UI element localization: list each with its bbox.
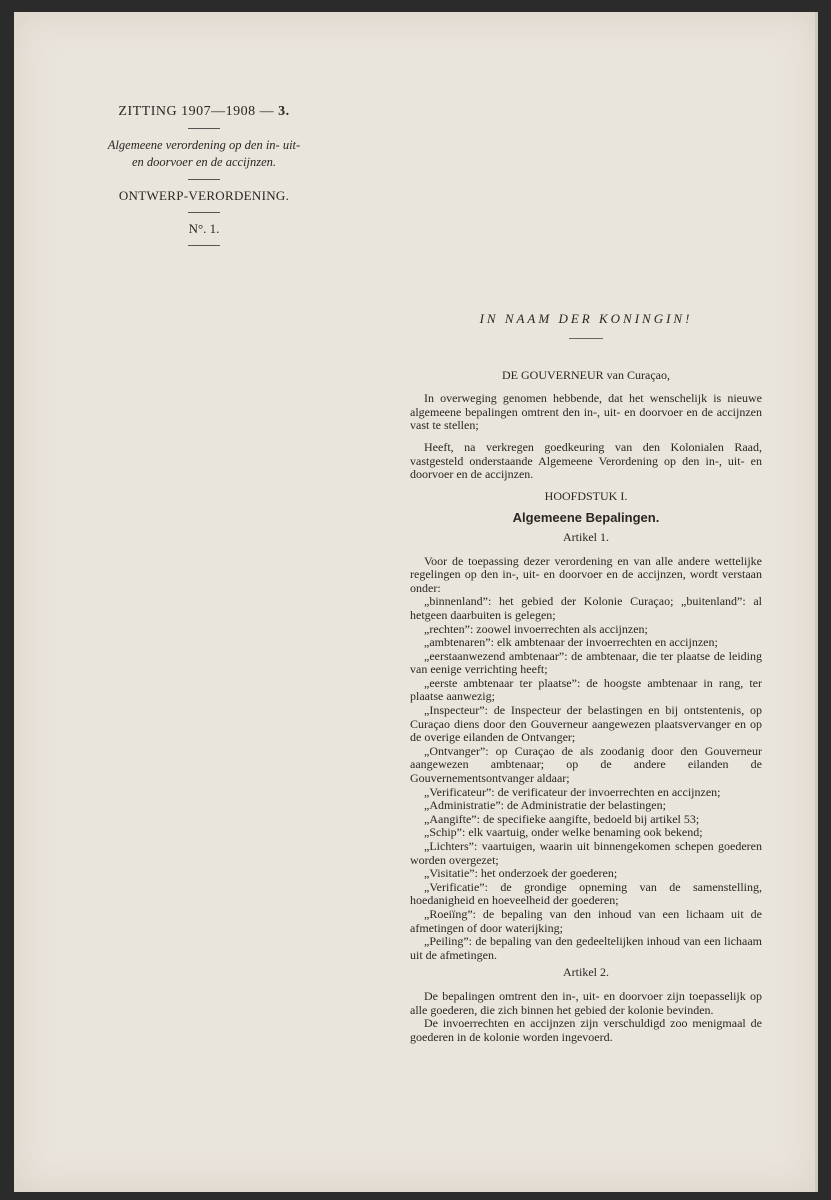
definition-item: „Verificateur”: de verificateur der invoerrechten en accijnzen; <box>424 784 721 799</box>
definition-item: „Aangifte”: de specifieke aangifte, bedoeld bij artikel 53; <box>424 811 700 826</box>
session-header <box>94 104 314 254</box>
session-line <box>94 104 314 120</box>
definition-item: „Inspecteur”: de Inspecteur der belastingen en bij ontstentenis, op Curaçao diens door den Gouverneur aangewezen plaatsvervanger en op de overige eilanden de Ontvanger; <box>410 703 762 745</box>
definition-item: „Verificatie”: de grondige opneming van de samenstelling, hoedanigheid en hoeveelheid der goederen; <box>410 879 762 908</box>
article-2-paragraph-2: De invoerrechten en accijnzen zijn verschuldigd zoo menigmaal de goederen in de kolonie worden ingevoerd. <box>410 1016 762 1044</box>
document-number: N°. 1. <box>188 221 220 236</box>
definition-item: „Peiling”: de bepaling van den gedeeltelijken inhoud van een lichaam uit de afmetingen. <box>410 934 762 962</box>
preamble-paragraph: In overweging genomen hebbende, dat het wenschelijk is nieuwe algemeene bepalingen omtrent den in-, uit- en doorvoer en de accijnzen vast te stellen; <box>410 391 762 433</box>
definition-item: „eerste ambtenaar ter plaatse”: de hoogste ambtenaar in rang, ter plaatse aanwezig; <box>410 675 762 704</box>
article-1-intro: Voor de toepassing dezer verordening en van alle andere wettelijke regelingen op den in-, uit- en doorvoer en de accijnzen, wordt verstaan onder: <box>410 553 762 595</box>
draft-label: ONTWERP-VERORDENING. <box>118 188 290 203</box>
divider <box>188 128 220 129</box>
session-number: 3. <box>278 104 290 119</box>
article-1-title: Artikel 1. <box>563 529 609 544</box>
page-edge <box>815 12 818 1192</box>
invocation: IN NAAM DER KONINGIN! <box>479 311 693 326</box>
subject-line-1: Algemeene verordening op den in- uit- <box>107 138 301 152</box>
definition-item: „binnenland”: het gebied der Kolonie Curaçao; „buitenland”: al hetgeen daarbuiten is gelegen; <box>410 594 762 622</box>
divider <box>569 338 603 339</box>
document-page <box>14 12 818 1192</box>
session-label: ZITTING 1907—1908 — <box>118 104 275 119</box>
divider <box>188 179 220 180</box>
subject-title <box>94 137 314 171</box>
divider <box>188 245 220 246</box>
enactment-paragraph: Heeft, na verkregen goedkeuring van den Kolonialen Raad, vastgesteld onderstaande Algemeene Verordening op den in-, uit- en doorvoer en de accijnzen. <box>410 439 762 482</box>
definition-item: „Schip”: elk vaartuig, onder welke benaming ook bekend; <box>424 825 703 840</box>
definition-item: „Ontvanger”: op Curaçao de als zoodanig door den Gouverneur aangewezen ambtenaar; op de andere eilanden de Gouvernementsontvanger aldaar; <box>410 743 762 786</box>
article-2-title: Artikel 2. <box>563 965 609 980</box>
definition-item: „Roeiïng”: de bepaling van den inhoud van een lichaam uit de afmetingen of door waterijking; <box>410 906 762 935</box>
chapter-title: Algemeene Bepalingen. <box>512 510 660 526</box>
governor-line: DE GOUVERNEUR van Curaçao, <box>502 367 670 382</box>
chapter-heading: HOOFDSTUK I. <box>544 488 628 503</box>
definition-item: „ambtenaren”: elk ambtenaar der invoerrechten en accijnzen; <box>424 635 718 650</box>
ordinance-text <box>410 312 762 1044</box>
definition-item: „Visitatie”: het onderzoek der goederen; <box>424 866 618 881</box>
article-2-paragraph-1: De bepalingen omtrent den in-, uit- en doorvoer zijn toepasselijk op alle goederen, die zich binnen het gebied der kolonie bevinden. <box>410 988 762 1017</box>
subject-line-2: en doorvoer en de accijnzen. <box>131 155 277 169</box>
definition-item: „Lichters”: vaartuigen, waarin uit binnengekomen schepen goederen worden overgezet; <box>410 839 762 867</box>
divider <box>188 212 220 213</box>
definition-item: „rechten”: zoowel invoerrechten als accijnzen; <box>424 621 648 636</box>
article-1-body <box>410 555 762 963</box>
definition-item: „Administratie”: de Administratie der belastingen; <box>424 798 666 813</box>
definition-item: „eerstaanwezend ambtenaar”: de ambtenaar, die ter plaatse de leiding van eenige verrichting heeft; <box>410 648 762 677</box>
article-2-body <box>410 990 762 1044</box>
